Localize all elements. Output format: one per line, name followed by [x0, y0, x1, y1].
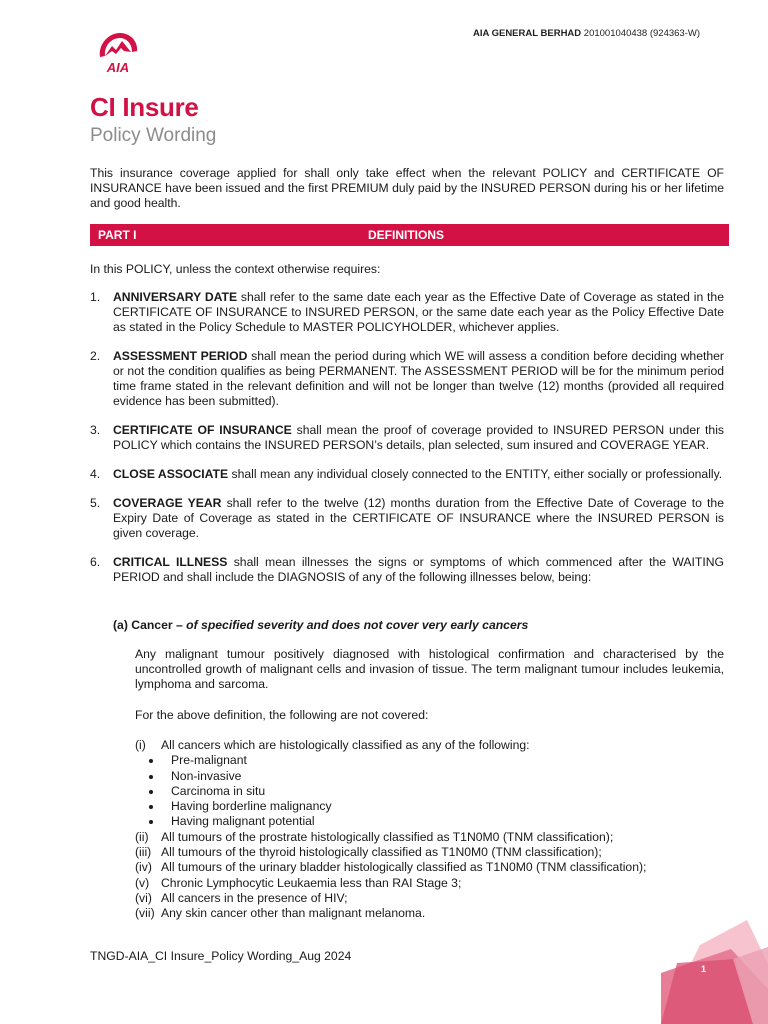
- document-subtitle: Policy Wording: [90, 125, 217, 146]
- page-number: 1: [701, 964, 707, 974]
- part-label: PART I: [98, 228, 137, 242]
- definition-item: [90, 496, 724, 541]
- cancer-description: Any malignant tumour positively diagnosed with histological confirmation and characterised by the uncontrolled growth of malignant cells and invasion of tissue. The term malignant tumour includes leukemia, lymphoma and sarcoma.: [135, 647, 724, 691]
- subbullet-item: Pre-malignant: [135, 753, 735, 768]
- subbullet-item: Carcinoma in situ: [135, 784, 735, 799]
- exclusion-item: [135, 830, 735, 845]
- exclusion-item: [135, 860, 735, 875]
- definition-term: CRITICAL ILLNESS: [113, 555, 228, 569]
- exclusion-text: All tumours of the prostrate histologically classified as T1N0M0 (TNM classification);: [161, 829, 614, 844]
- exclusion-text: All tumours of the thyroid histologically classified as T1N0M0 (TNM classification);: [161, 845, 602, 860]
- definition-number: 1.: [90, 290, 101, 304]
- exclusion-number: (iv): [135, 860, 152, 875]
- subbullet-item: Having borderline malignancy: [135, 799, 735, 814]
- exclusion-number: (vi): [135, 890, 152, 905]
- definition-term: ASSESSMENT PERIOD: [113, 349, 248, 363]
- definition-number: 6.: [90, 555, 101, 569]
- definition-term: COVERAGE YEAR: [113, 496, 222, 510]
- definition-item: [90, 349, 724, 409]
- exclusion-text: Chronic Lymphocytic Leukaemia less than RAI Stage 3;: [161, 875, 462, 890]
- definition-text: shall mean any individual closely connected to the ENTITY, either socially or professionally.: [228, 467, 723, 481]
- definition-text: shall mean the period during which WE will assess a condition before deciding whether or not the condition qualifies as being PERMANENT. The ASSESSMENT PERIOD will be for the minimum period time frame stated in the relevant definition and will not be longer than twelve (12) months (provided all required evidence has been submitted).: [113, 349, 724, 408]
- part-heading-bar: [90, 224, 729, 246]
- definition-number: 2.: [90, 349, 101, 363]
- definition-text: shall refer to the twelve (12) months duration from the Effective Date of Coverage to the Expiry Date of Coverage as stated in the CERTIFICATE OF INSURANCE where the INSURED PERSON is given coverage.: [113, 496, 724, 540]
- exclusion-item: [135, 891, 735, 906]
- exclusion-number: (vii): [135, 906, 155, 921]
- subbullet-item: Non-invasive: [135, 769, 735, 784]
- definition-text: shall mean the proof of coverage provided to INSURED PERSON under this POLICY which contains the INSURED PERSON’s details, plan selected, sum insured and COVERAGE YEAR.: [113, 423, 724, 452]
- definition-text: shall mean illnesses the signs or symptoms of which commenced after the WAITING PERIOD and shall include the DIAGNOSIS of any of the following illnesses below, being:: [113, 555, 724, 584]
- cancer-heading: [113, 618, 528, 632]
- company-header: [473, 28, 700, 39]
- definition-item: [90, 290, 724, 335]
- definition-term: CERTIFICATE OF INSURANCE: [113, 423, 292, 437]
- exclusion-lead: For the above definition, the following are not covered:: [135, 708, 429, 722]
- definition-term: CLOSE ASSOCIATE: [113, 467, 229, 481]
- exclusion-item: [135, 845, 735, 860]
- intro-paragraph: This insurance coverage applied for shall only take effect when the relevant POLICY and CERTIFICATE OF INSURANCE have been issued and the first PREMIUM duly paid by the INSURED PERSON during his or her lifetime and good health.: [90, 166, 725, 210]
- exclusion-text: Any skin cancer other than malignant melanoma.: [161, 906, 426, 921]
- definition-number: 5.: [90, 496, 101, 510]
- definition-term: ANNIVERSARY DATE: [113, 290, 238, 304]
- part-title: DEFINITIONS: [368, 228, 445, 242]
- subbullet-item: Having malignant potential: [135, 814, 735, 829]
- exclusion-text: All cancers in the presence of HIV;: [161, 890, 348, 905]
- logo-text: AIA: [106, 60, 130, 75]
- definitions-list: [90, 290, 724, 585]
- document-title: CI Insure: [90, 92, 199, 122]
- company-registration: 201001040438 (924363-W): [581, 28, 700, 39]
- cancer-qualifier: of specified severity and does not cover very early cancers: [186, 618, 529, 632]
- definition-item: [90, 467, 724, 482]
- footer-document-reference: TNGD-AIA_CI Insure_Policy Wording_Aug 2024: [90, 949, 352, 963]
- cancer-label: (a) Cancer –: [113, 618, 187, 632]
- definition-item: [90, 423, 724, 453]
- exclusion-text: All tumours of the urinary bladder histologically classified as T1N0M0 (TNM classification);: [161, 860, 647, 875]
- exclusion-number: (ii): [135, 829, 149, 844]
- aia-logo-icon: [94, 27, 142, 77]
- exclusion-item: [135, 738, 735, 753]
- definition-number: 4.: [90, 467, 101, 481]
- definition-item: [90, 555, 724, 585]
- exclusion-number: (v): [135, 875, 150, 890]
- definition-text: shall refer to the same date each year as the Effective Date of Coverage as stated in the CERTIFICATE OF INSURANCE to INSURED PERSON, or the same date each year as the Policy Effective Date as stated in the Policy Schedule to MASTER POLICYHOLDER, whichever applies.: [113, 290, 724, 334]
- exclusion-item: [135, 876, 735, 891]
- exclusion-number: (i): [135, 738, 146, 752]
- definition-number: 3.: [90, 423, 101, 437]
- exclusion-list: [135, 738, 735, 922]
- exclusion-subbullets: [135, 753, 735, 829]
- company-name: AIA GENERAL BERHAD: [472, 28, 582, 39]
- definitions-lead: In this POLICY, unless the context otherwise requires:: [90, 262, 381, 276]
- exclusion-text: All cancers which are histologically classified as any of the following:: [161, 738, 530, 752]
- exclusion-number: (iii): [135, 845, 152, 860]
